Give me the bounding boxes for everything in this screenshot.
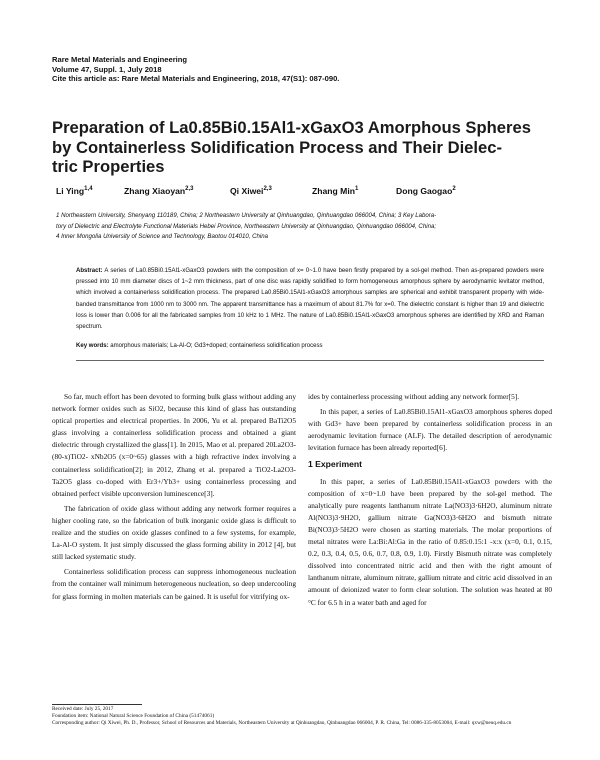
author-affiliation-mark: 2 <box>452 186 456 193</box>
author-name: Qi Xiwei <box>230 186 264 196</box>
body-left-column <box>52 391 296 606</box>
paragraph: In this paper, a series of La0.85Bi0.15Al1-xGaxO3 amorphous spheres doped with Gd3+ have been prepared by containerless solidification process in an aerodynamic levitation furnace (ALF). The detailed description of aerodynamic levitation furnace has been already reported[6]. <box>308 407 552 453</box>
affiliation-line-3: 4 Inner Mongolia University of Science and Technology, Baotou 014010, China <box>56 233 269 240</box>
author-affiliation-mark: 2,3 <box>263 186 272 193</box>
keywords <box>76 343 544 349</box>
section-heading: 1 Experiment <box>308 459 362 470</box>
title-line-2: by Containerless Solidification Process and Their Dielec- <box>52 137 503 157</box>
affiliation-line-2: tory of Dielectric and Electrolyte Functional Materials Hebei Province, Northeastern University at Qinhuangdao, Qinhuangdao 066004, China; <box>56 222 437 230</box>
author <box>396 186 456 196</box>
journal-header <box>52 55 339 84</box>
affiliations <box>56 211 556 243</box>
abstract-label: Abstract: <box>76 268 103 274</box>
paragraph: ides by containerless processing without adding any network former[5]. <box>308 392 520 401</box>
paper-title <box>52 118 552 177</box>
journal-volume: Volume 47, Suppl. 1, July 2018 <box>52 64 162 74</box>
author-name: Zhang Min <box>312 186 355 196</box>
paragraph: In this paper, a series of La0.85Bi0.15Al1-xGaxO3 powders with the composition of x=0~1.0 have been prepared by the sol-gel method. The analytically pure reagents lanthanum nitrate La(NO3)3·6H2O, aluminum nitrate Al(NO3)3·9H2O, gallium nitrate Ga(NO3)3·6H2O and bismuth nitrate Bi(NO3)3·5H2O were chosen as starting materials. The molar proportions of metal nitrates were La:Bi:Al:Ga in the ratio of 0.85:0.15:1 -x:x (x=0, 0.1, 0.15, 0.2, 0.3, 0.4, 0.5, 0.6, 0.7, 0.8, 0.9, 1.0). Firstly Bismuth nitrate was completely dissolved into concentrated nitric acid and then with the right amount of lanthanum nitrate, aluminum nitrate, gallium nitrate and citric acid dissolved in an amount of deionized water to form clear solution. The solution was heated at 80 °C for 6.5 h in a water bath and aged for <box>308 476 552 607</box>
paragraph: Containerless solidification process can suppress inhomogeneous nucleation from the container wall minimum heterogeneous nucleation, so deep undercooling for glass forming in molten materials can be gained. It is useful for vitrifying ox- <box>52 567 296 601</box>
author-affiliation-mark: 1 <box>354 186 359 193</box>
author-affiliation-mark: 1,4 <box>84 186 93 193</box>
keywords-text: amorphous materials; La-Al-O; Gd3+doped; containerless solidification process <box>110 343 323 349</box>
author-affiliation-mark: 2,3 <box>185 186 194 193</box>
author <box>124 186 194 196</box>
journal-citation: Cite this article as: Rare Metal Materials and Engineering, 2018, 47(S1): 087-090. <box>52 74 340 83</box>
paragraph: So far, much effort has been devoted to forming bulk glass without adding any network former oxides such as SiO2, because this kind of glass has outstanding optical properties and electrical properties. In 2006, Yu et al. prepared BaTi2O5 glass involving a containerless solidification process and obtained a giant dielectric through crystallized the glass[1]. In 2015, Mao et al. prepared 20La2O3-(80-x)TiO2- xNb2O5 (x=0~65) glasses with a high refractive index involving a containerless solidification[2]; in 2012, Zhang et al. prepared a TiO2-La2O3-Ta2O5 glass co-doped with Er3+/Yb3+ using containerless processing and obtained perfect visible upconversion luminescence[3]. <box>52 392 296 498</box>
author <box>230 186 272 196</box>
author-name: Zhang Xiaoyan <box>124 186 186 196</box>
corresponding-author: Corresponding author: Qi Xiwei, Ph. D., Professor, School of Resources and Materials, Northeastern University at Qinhuangdao, Qinhuangdao 066004, P. R. China, Tel: 0086-335-8053004, E-mail: qxw@neuq.edu.cn <box>52 720 512 727</box>
footnote <box>52 706 552 727</box>
author <box>56 186 93 196</box>
abstract <box>76 266 544 333</box>
author-name: Li Ying <box>56 186 85 196</box>
keywords-label: Key words: <box>76 343 109 349</box>
journal-name: Rare Metal Materials and Engineering <box>52 55 188 64</box>
title-line-1: Preparation of La0.85Bi0.15Al1-xGaxO3 Amorphous Spheres <box>52 118 531 137</box>
title-line-3: tric Properties <box>52 157 165 176</box>
abstract-text: A series of La0.85Bi0.15Al1-xGaxO3 powders with the composition of x= 0~1.0 have been firstly prepared by a sol-gel method. Then as-prepared powders were pressed into 10 mm diameter discs of 1~2 mm thickness, part of one disc was rapidly solidified to form homogeneous amorphous sphere by aerodynamic levitator method, which involved a containerless solidification process. The prepared La0.85Bi0.15Al1-xGaxO3 amorphous samples are spherical and exhibit transparent property with wide-banded transmittance from 1000 nm to 3000 nm. The apparent transmittance has a maximum of about 81.7% for x=0. The dielectric constant is higher than 19 and dielectric loss is lower than 0.006 for all the fabricated samples from 10 kHz to 1 MHz. The nature of La0.85Bi0.15Al1-xGaxO3 amorphous spheres are identified by XRD and Raman spectrum. <box>76 268 544 331</box>
section-divider <box>76 360 544 361</box>
body-right-column <box>308 391 552 612</box>
affiliation-line-1: 1 Northeastern University, Shenyang 110189, China; 2 Northeastern University at Qinhuangdao, Qinhuangdao 066004, China; 3 Key Labora- <box>56 212 437 219</box>
footnote-divider <box>52 704 142 705</box>
author-name: Dong Gaogao <box>396 186 453 196</box>
paragraph: The fabrication of oxide glass without adding any network former requires a higher cooling rate, so the fabrication of bulk inorganic oxide glass is difficult to realize and the studies on oxide glasses confined to a few systems, for example, La-Al-O system. It just simply discussed the glass forming ability in 2012 [4], but still lacked systematic study. <box>52 503 296 562</box>
foundation-item: Foundation item: National Natural Science Foundation of China (51474061) <box>52 713 215 720</box>
author <box>312 186 358 196</box>
received-date: Received date: July 25, 2017 <box>52 706 114 712</box>
